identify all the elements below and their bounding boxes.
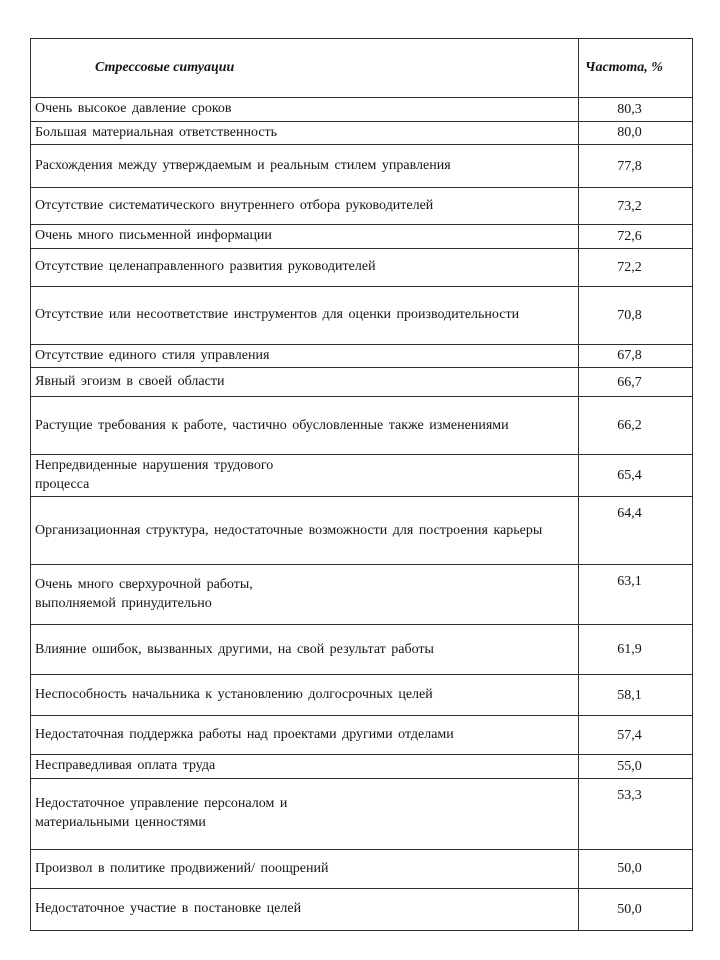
frequency-cell: 65,4 [579, 455, 693, 497]
table-row [31, 497, 693, 565]
table-row [31, 849, 693, 888]
frequency-cell: 66,2 [579, 397, 693, 455]
table-row [31, 98, 693, 122]
frequency-cell: 66,7 [579, 368, 693, 397]
frequency-cell: 72,6 [579, 225, 693, 248]
stress-situation-cell: Несправедливая оплата труда [31, 755, 579, 778]
table-row [31, 675, 693, 716]
stress-situation-cell: Явный эгоизм в своей области [31, 368, 579, 397]
stress-situation-cell: Отсутствие или несоответствие инструментов для оценки производительности [31, 286, 579, 344]
frequency-cell: 80,3 [579, 98, 693, 122]
column-header-frequency: Частота, % [579, 39, 693, 98]
frequency-cell: 50,0 [579, 849, 693, 888]
stress-situation-cell: Произвол в политике продвижений/ поощрений [31, 849, 579, 888]
table-row [31, 778, 693, 849]
stress-situation-cell: Очень много сверхурочной работы, выполняемой принудительно [31, 565, 579, 625]
frequency-cell: 53,3 [579, 778, 693, 849]
table-row [31, 888, 693, 930]
stress-situation-cell: Отсутствие единого стиля управления [31, 344, 579, 367]
frequency-cell: 63,1 [579, 565, 693, 625]
frequency-cell: 72,2 [579, 248, 693, 286]
table-header-row [31, 39, 693, 98]
frequency-cell: 73,2 [579, 188, 693, 225]
stress-situation-cell: Расхождения между утверждаемым и реальным стилем управления [31, 145, 579, 188]
frequency-cell: 61,9 [579, 625, 693, 675]
table-row [31, 755, 693, 778]
frequency-cell: 57,4 [579, 716, 693, 755]
table-row [31, 625, 693, 675]
stress-situation-cell: Недостаточная поддержка работы над проектами другими отделами [31, 716, 579, 755]
table-row [31, 344, 693, 367]
stress-situation-cell: Недостаточное участие в постановке целей [31, 888, 579, 930]
frequency-cell: 55,0 [579, 755, 693, 778]
stress-situation-cell: Отсутствие целенаправленного развития руководителей [31, 248, 579, 286]
stress-situation-cell: Растущие требования к работе, частично обусловленные также изменениями [31, 397, 579, 455]
frequency-cell: 67,8 [579, 344, 693, 367]
frequency-cell: 80,0 [579, 122, 693, 145]
table-row [31, 397, 693, 455]
stress-situation-cell: Недостаточное управление персоналом и материальными ценностями [31, 778, 579, 849]
stress-situation-cell: Неспособность начальника к установлению долгосрочных целей [31, 675, 579, 716]
frequency-cell: 58,1 [579, 675, 693, 716]
frequency-cell: 64,4 [579, 497, 693, 565]
table-row [31, 122, 693, 145]
stress-situation-cell: Очень много письменной информации [31, 225, 579, 248]
frequency-cell: 77,8 [579, 145, 693, 188]
frequency-cell: 50,0 [579, 888, 693, 930]
stress-situations-table [30, 38, 693, 931]
stress-situation-cell: Влияние ошибок, вызванных другими, на свой результат работы [31, 625, 579, 675]
table-row [31, 248, 693, 286]
table-row [31, 455, 693, 497]
table-row [31, 145, 693, 188]
frequency-cell: 70,8 [579, 286, 693, 344]
table-row [31, 565, 693, 625]
table-row [31, 188, 693, 225]
stress-situation-cell: Отсутствие систематического внутреннего отбора руководителей [31, 188, 579, 225]
table-row [31, 225, 693, 248]
stress-situation-cell: Непредвиденные нарушения трудового процесса [31, 455, 579, 497]
table-row [31, 368, 693, 397]
column-header-situations: Стрессовые ситуации [31, 39, 579, 98]
stress-situation-cell: Организационная структура, недостаточные возможности для построения карьеры [31, 497, 579, 565]
stress-situation-cell: Большая материальная ответственность [31, 122, 579, 145]
stress-situation-cell: Очень высокое давление сроков [31, 98, 579, 122]
table-row [31, 716, 693, 755]
table-row [31, 286, 693, 344]
